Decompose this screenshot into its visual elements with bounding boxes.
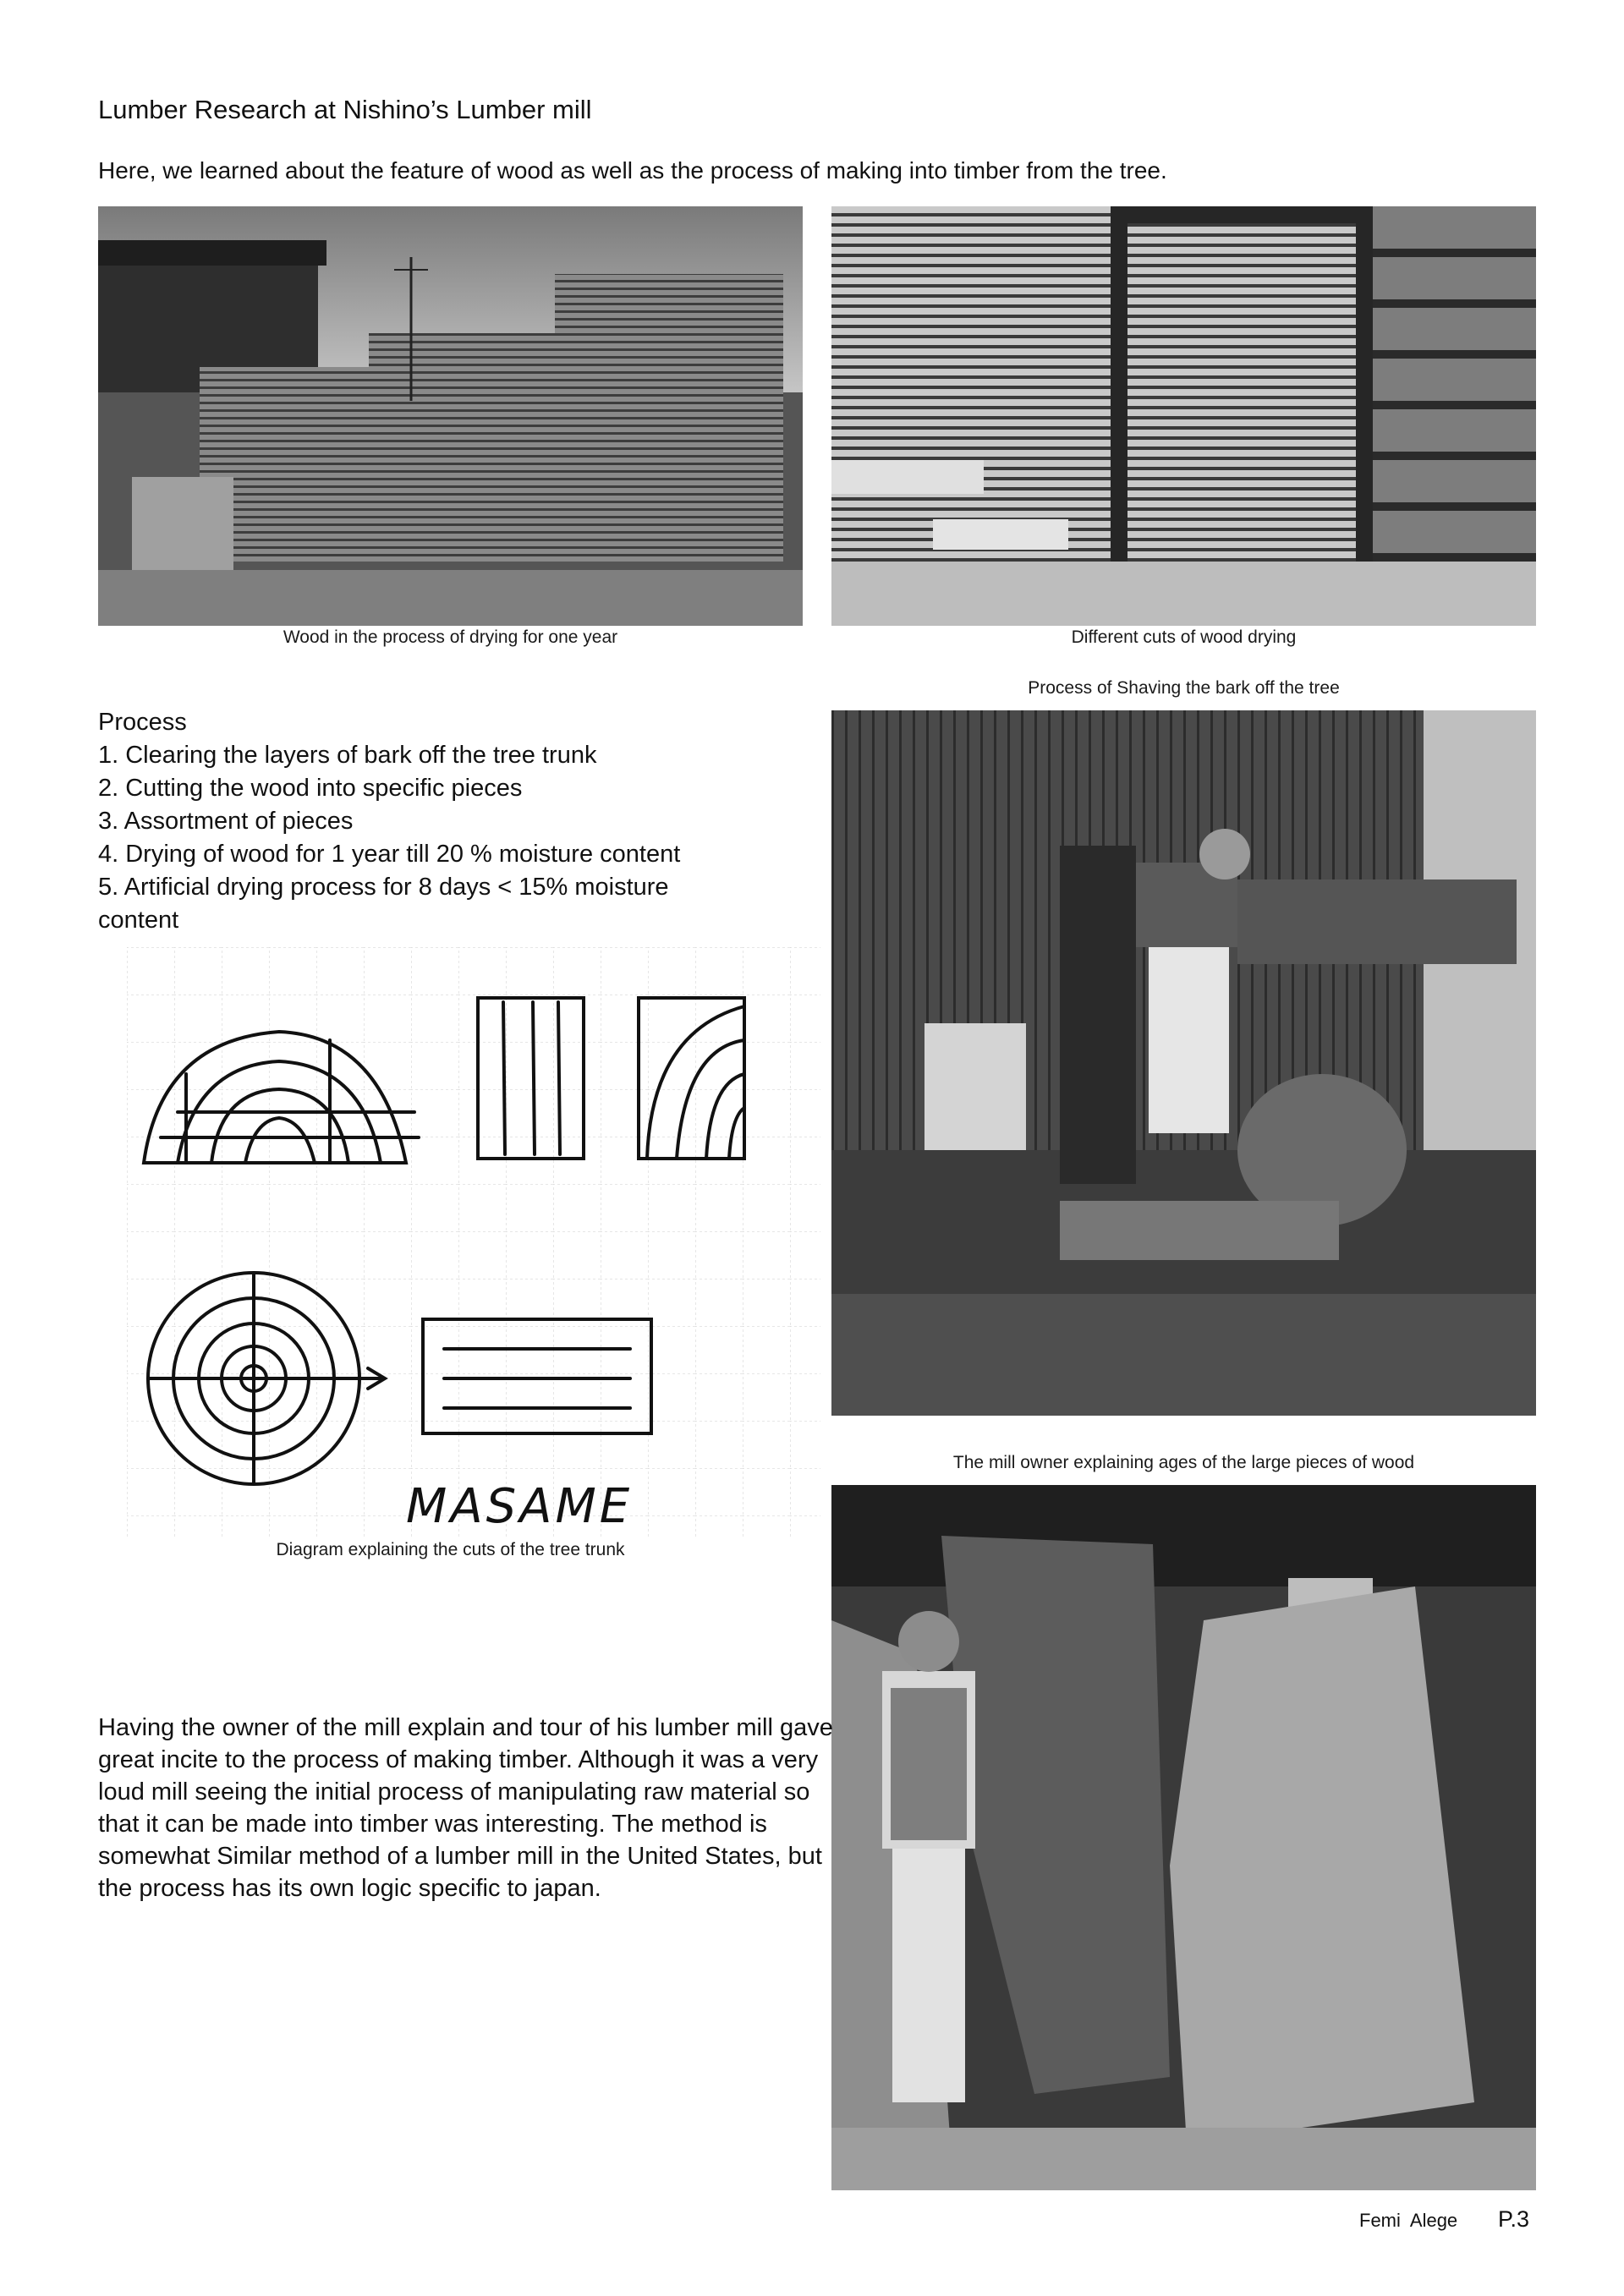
intro-text: Here, we learned about the feature of wood as well as the process of making into timber from the tree. [98,157,1167,184]
photo-shaving-bark [831,710,1536,1416]
page-title: Lumber Research at Nishino’s Lumber mill [98,95,592,124]
photo-caption-shaving: Process of Shaving the bark off the tree [1028,678,1340,698]
process-step: 4. Drying of wood for 1 year till 20 % moisture content [98,841,681,868]
photo-caption-cuts: Different cuts of wood drying [1071,627,1297,647]
footer-author: Femi Alege [1359,2210,1458,2231]
process-step: 1. Clearing the layers of bark off the tree trunk [98,742,597,769]
masame-label: MASAME [406,1479,634,1534]
cuts-diagram [127,947,820,1539]
photo-different-cuts [831,206,1536,626]
photo-drying-one-year [98,206,803,626]
diagram-caption: Diagram explaining the cuts of the tree trunk [276,1540,625,1559]
process-step: 5. Artificial drying process for 8 days < 15% moisture content [98,874,669,934]
photo-mill-owner [831,1485,1536,2190]
process-step: 2. Cutting the wood into specific pieces [98,775,523,802]
page-number: P.3 [1498,2206,1530,2232]
photo-caption-drying: Wood in the process of drying for one year [283,627,618,647]
process-section [98,706,809,937]
process-step: 3. Assortment of pieces [98,808,354,835]
photo-caption-owner: The mill owner explaining ages of the large pieces of wood [952,1453,1415,1472]
body-paragraph: Having the owner of the mill explain and tour of his lumber mill gave great incite to the process of making timber. Although it was a very loud mill seeing the initial process of manipulating raw material so that it can be made into timber was interesting. The method is somewhat Similar method of a lumber mill in the United States, but the process has its own logic specific to japan. [98,1714,833,1902]
process-heading: Process [98,709,187,736]
